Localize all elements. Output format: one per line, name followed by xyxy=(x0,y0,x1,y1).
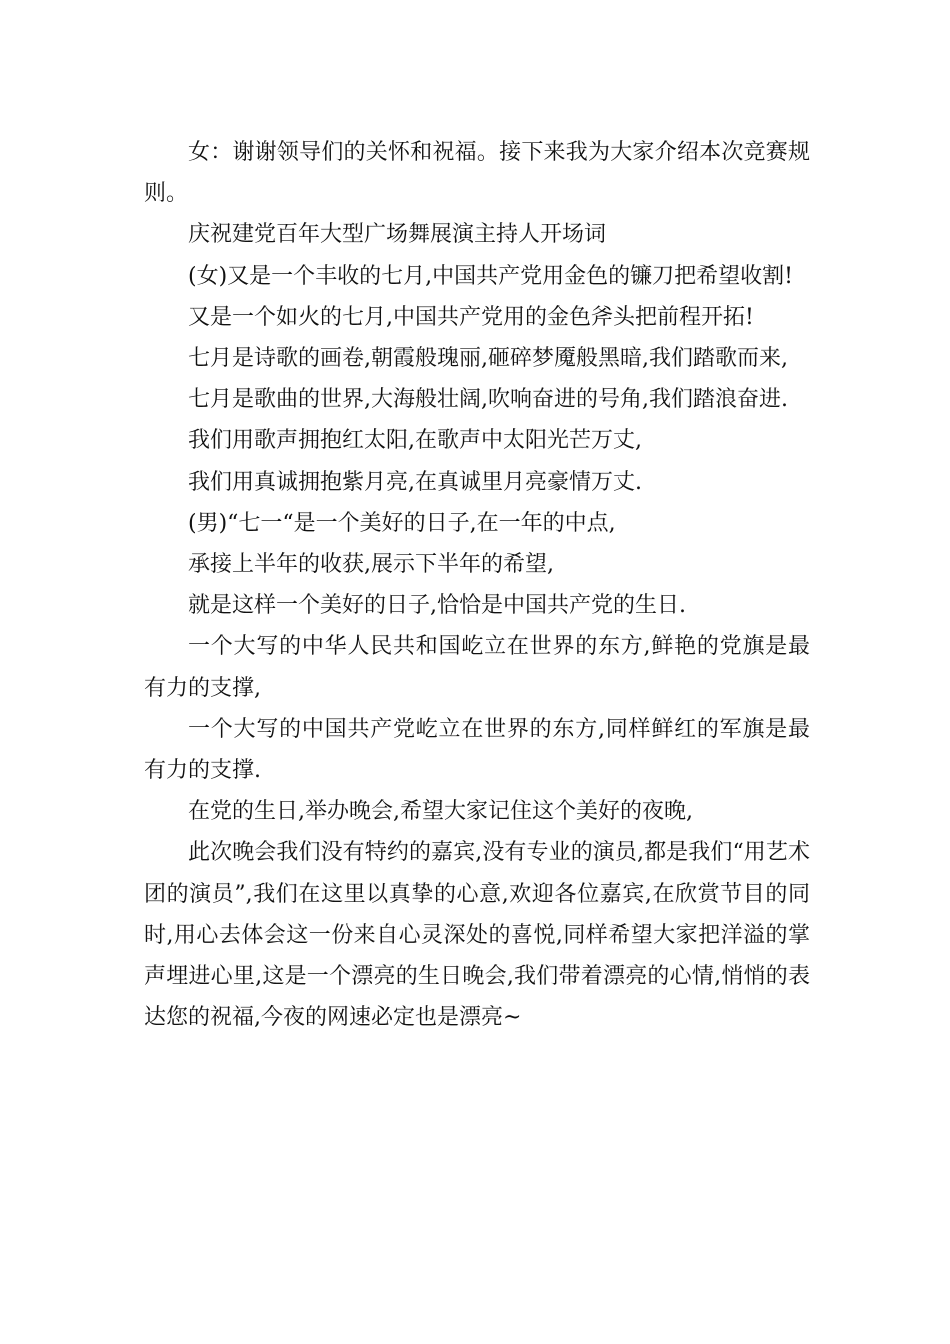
paragraph: 庆祝建党百年大型广场舞展演主持人开场词 xyxy=(188,222,607,248)
paragraph: 就是这样一个美好的日子,恰恰是中国共产党的生日. xyxy=(188,593,686,619)
document-body xyxy=(144,132,810,1038)
paragraph: 又是一个如火的七月,中国共产党用的金色斧头把前程开拓! xyxy=(188,304,754,330)
paragraph: 女：谢谢领导们的关怀和祝福。接下来我为大家介绍本次竞赛规则。 xyxy=(144,140,810,207)
paragraph: 七月是诗歌的画卷,朝霞般瑰丽,砸碎梦魇般黑暗,我们踏歌而来, xyxy=(188,346,788,372)
paragraph: 在党的生日,举办晚会,希望大家记住这个美好的夜晚, xyxy=(188,799,693,825)
paragraph: 我们用真诚拥抱紫月亮,在真诚里月亮豪情万丈. xyxy=(188,469,642,495)
paragraph: (女)又是一个丰收的七月,中国共产党用金色的镰刀把希望收割! xyxy=(188,263,794,289)
paragraph: 此次晚会我们没有特约的嘉宾,没有专业的演员,都是我们“用艺术团的演员”,我们在这里以真挚的心意,欢迎各位嘉宾,在欣赏节目的同时,用心去体会这一份来自心灵深处的喜悦,同样希望大家把洋溢的掌声埋进心里,这是一个漂亮的生日晚会,我们带着漂亮的心情,悄悄的表达您的祝福,今夜的网速必定也是漂亮~ xyxy=(144,840,810,1031)
paragraph: 一个大写的中国共产党屹立在世界的东方,同样鲜红的军旗是最有力的支撑. xyxy=(144,716,810,784)
paragraph: 一个大写的中华人民共和国屹立在世界的东方,鲜艳的党旗是最有力的支撑, xyxy=(144,634,810,701)
paragraph: 我们用歌声拥抱红太阳,在歌声中太阳光芒万丈, xyxy=(188,428,642,454)
paragraph: 七月是歌曲的世界,大海般壮阔,吹响奋进的号角,我们踏浪奋进. xyxy=(188,387,788,413)
paragraph: 承接上半年的收获,展示下半年的希望, xyxy=(188,552,554,578)
paragraph: (男)“七一“是一个美好的日子,在一年的中点, xyxy=(188,510,616,536)
